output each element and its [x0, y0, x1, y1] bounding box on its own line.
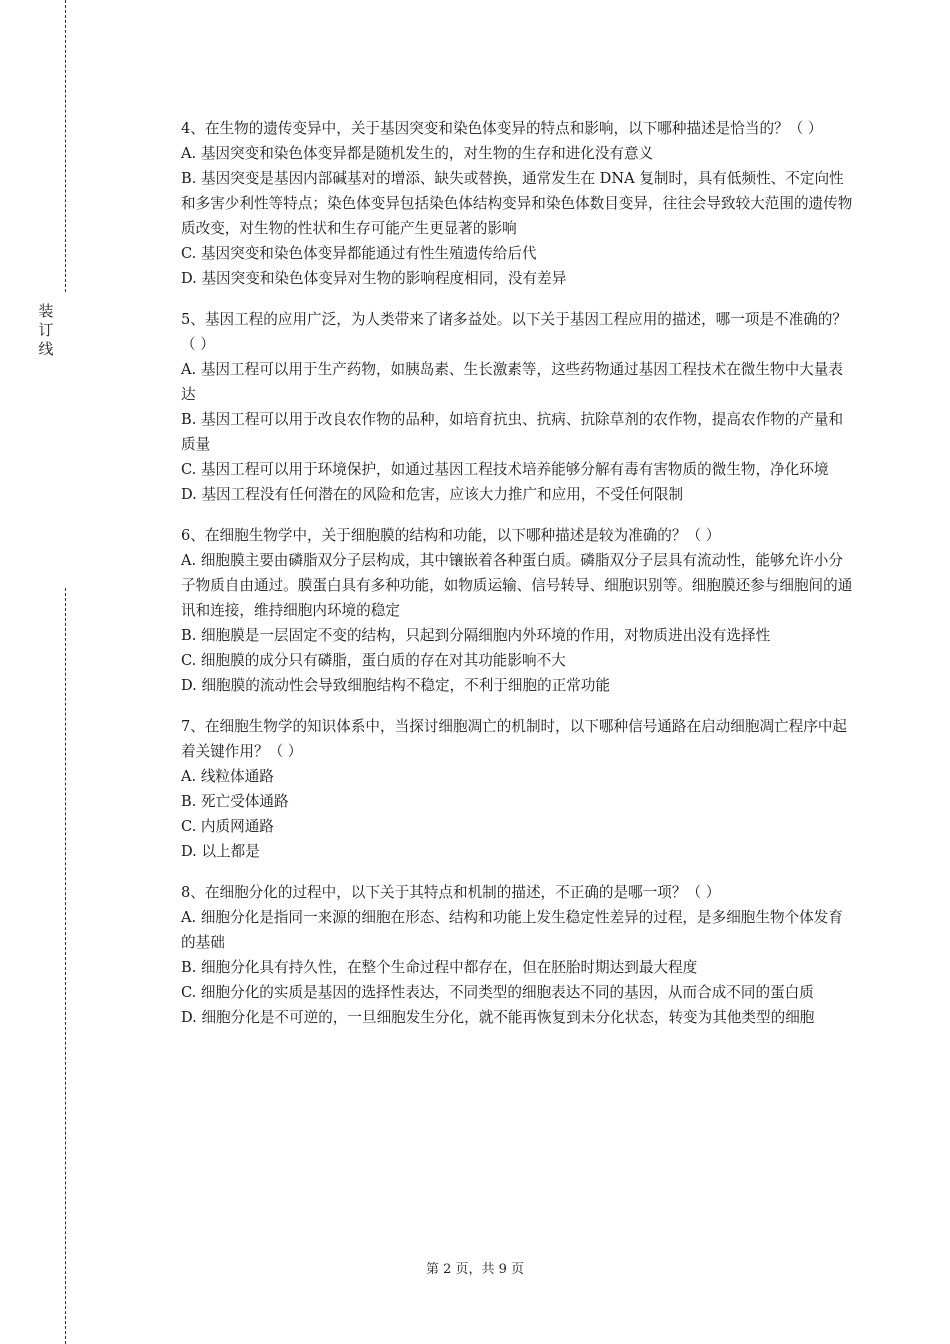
option-d: D. 细胞分化是不可逆的，一旦细胞发生分化，就不能再恢复到未分化状态，转变为其他类型的细胞	[181, 1009, 815, 1026]
binding-dashed-line-top	[65, 0, 66, 292]
option-a: A. 细胞膜主要由磷脂双分子层构成，其中镶嵌着各种蛋白质。磷脂双分子层具有流动性，能够允许小分子物质自由通过。膜蛋白具有多种功能，如物质运输、信号转导、细胞识别等。细胞膜还参与细胞间的通讯和连接，维持细胞内环境的稳定	[181, 552, 853, 619]
option-d: D. 基因工程没有任何潜在的风险和危害，应该大力推广和应用，不受任何限制	[181, 486, 684, 503]
binding-char: 线	[38, 340, 54, 358]
option-c: C. 基因突变和染色体变异都能通过有性生殖遗传给后代	[181, 245, 537, 262]
option-c: C. 基因工程可以用于环境保护，如通过基因工程技术培养能够分解有毒有害物质的微生物，净化环境	[181, 461, 829, 478]
option-b: B. 细胞分化具有持久性，在整个生命过程中都存在，但在胚胎时期达到最大程度	[181, 959, 698, 976]
option-c: C. 内质网通路	[181, 818, 274, 835]
option-d: D. 以上都是	[181, 843, 260, 860]
option-c: C. 细胞分化的实质是基因的选择性表达，不同类型的细胞表达不同的基因，从而合成不同的蛋白质	[181, 984, 814, 1001]
question-6	[181, 523, 853, 698]
option-d: D. 基因突变和染色体变异对生物的影响程度相同，没有差异	[181, 270, 567, 287]
question-list	[181, 116, 853, 1046]
question-8	[181, 880, 853, 1030]
question-stem: 5、基因工程的应用广泛，为人类带来了诸多益处。以下关于基因工程应用的描述，哪一项是不准确的？（ ）	[181, 311, 848, 353]
option-a: A. 基因工程可以用于生产药物，如胰岛素、生长激素等，这些药物通过基因工程技术在微生物中大量表达	[181, 361, 843, 403]
binding-char: 装	[38, 302, 54, 320]
option-c: C. 细胞膜的成分只有磷脂，蛋白质的存在对其功能影响不大	[181, 652, 566, 669]
option-b: B. 细胞膜是一层固定不变的结构，只起到分隔细胞内外环境的作用，对物质进出没有选择性	[181, 627, 771, 644]
question-5	[181, 307, 853, 507]
question-stem: 6、在细胞生物学中，关于细胞膜的结构和功能，以下哪种描述是较为准确的？（ ）	[181, 527, 721, 544]
option-b: B. 基因工程可以用于改良农作物的品种，如培育抗虫、抗病、抗除草剂的农作物，提高农作物的产量和质量	[181, 411, 844, 453]
page-number-footer: 第 2 页，共 9 页	[425, 1262, 525, 1277]
question-4	[181, 116, 853, 291]
question-stem: 8、在细胞分化的过程中，以下关于其特点和机制的描述，不正确的是哪一项？（ ）	[181, 884, 721, 901]
option-a: A. 基因突变和染色体变异都是随机发生的，对生物的生存和进化没有意义	[181, 145, 654, 162]
binding-char: 订	[38, 321, 54, 339]
question-stem: 7、在细胞生物学的知识体系中，当探讨细胞凋亡的机制时，以下哪种信号通路在启动细胞凋亡程序中起着关键作用？（ ）	[181, 718, 848, 760]
binding-line-label	[36, 302, 56, 359]
binding-dashed-line-bottom	[65, 588, 66, 1344]
option-d: D. 细胞膜的流动性会导致细胞结构不稳定，不利于细胞的正常功能	[181, 677, 611, 694]
question-7	[181, 714, 853, 864]
option-b: B. 基因突变是基因内部碱基对的增添、缺失或替换，通常发生在 DNA 复制时，具有低频性、不定向性和多害少利性等特点；染色体变异包括染色体结构变异和染色体数目变异，往往会导致较大范围的遗传物质改变，对生物的性状和生存可能产生更显著的影响	[181, 170, 853, 237]
option-a: A. 细胞分化是指同一来源的细胞在形态、结构和功能上发生稳定性差异的过程，是多细胞生物个体发育的基础	[181, 909, 843, 951]
option-b: B. 死亡受体通路	[181, 793, 289, 810]
question-stem: 4、在生物的遗传变异中，关于基因突变和染色体变异的特点和影响，以下哪种描述是恰当的？（ ）	[181, 120, 823, 137]
option-a: A. 线粒体通路	[181, 768, 274, 785]
